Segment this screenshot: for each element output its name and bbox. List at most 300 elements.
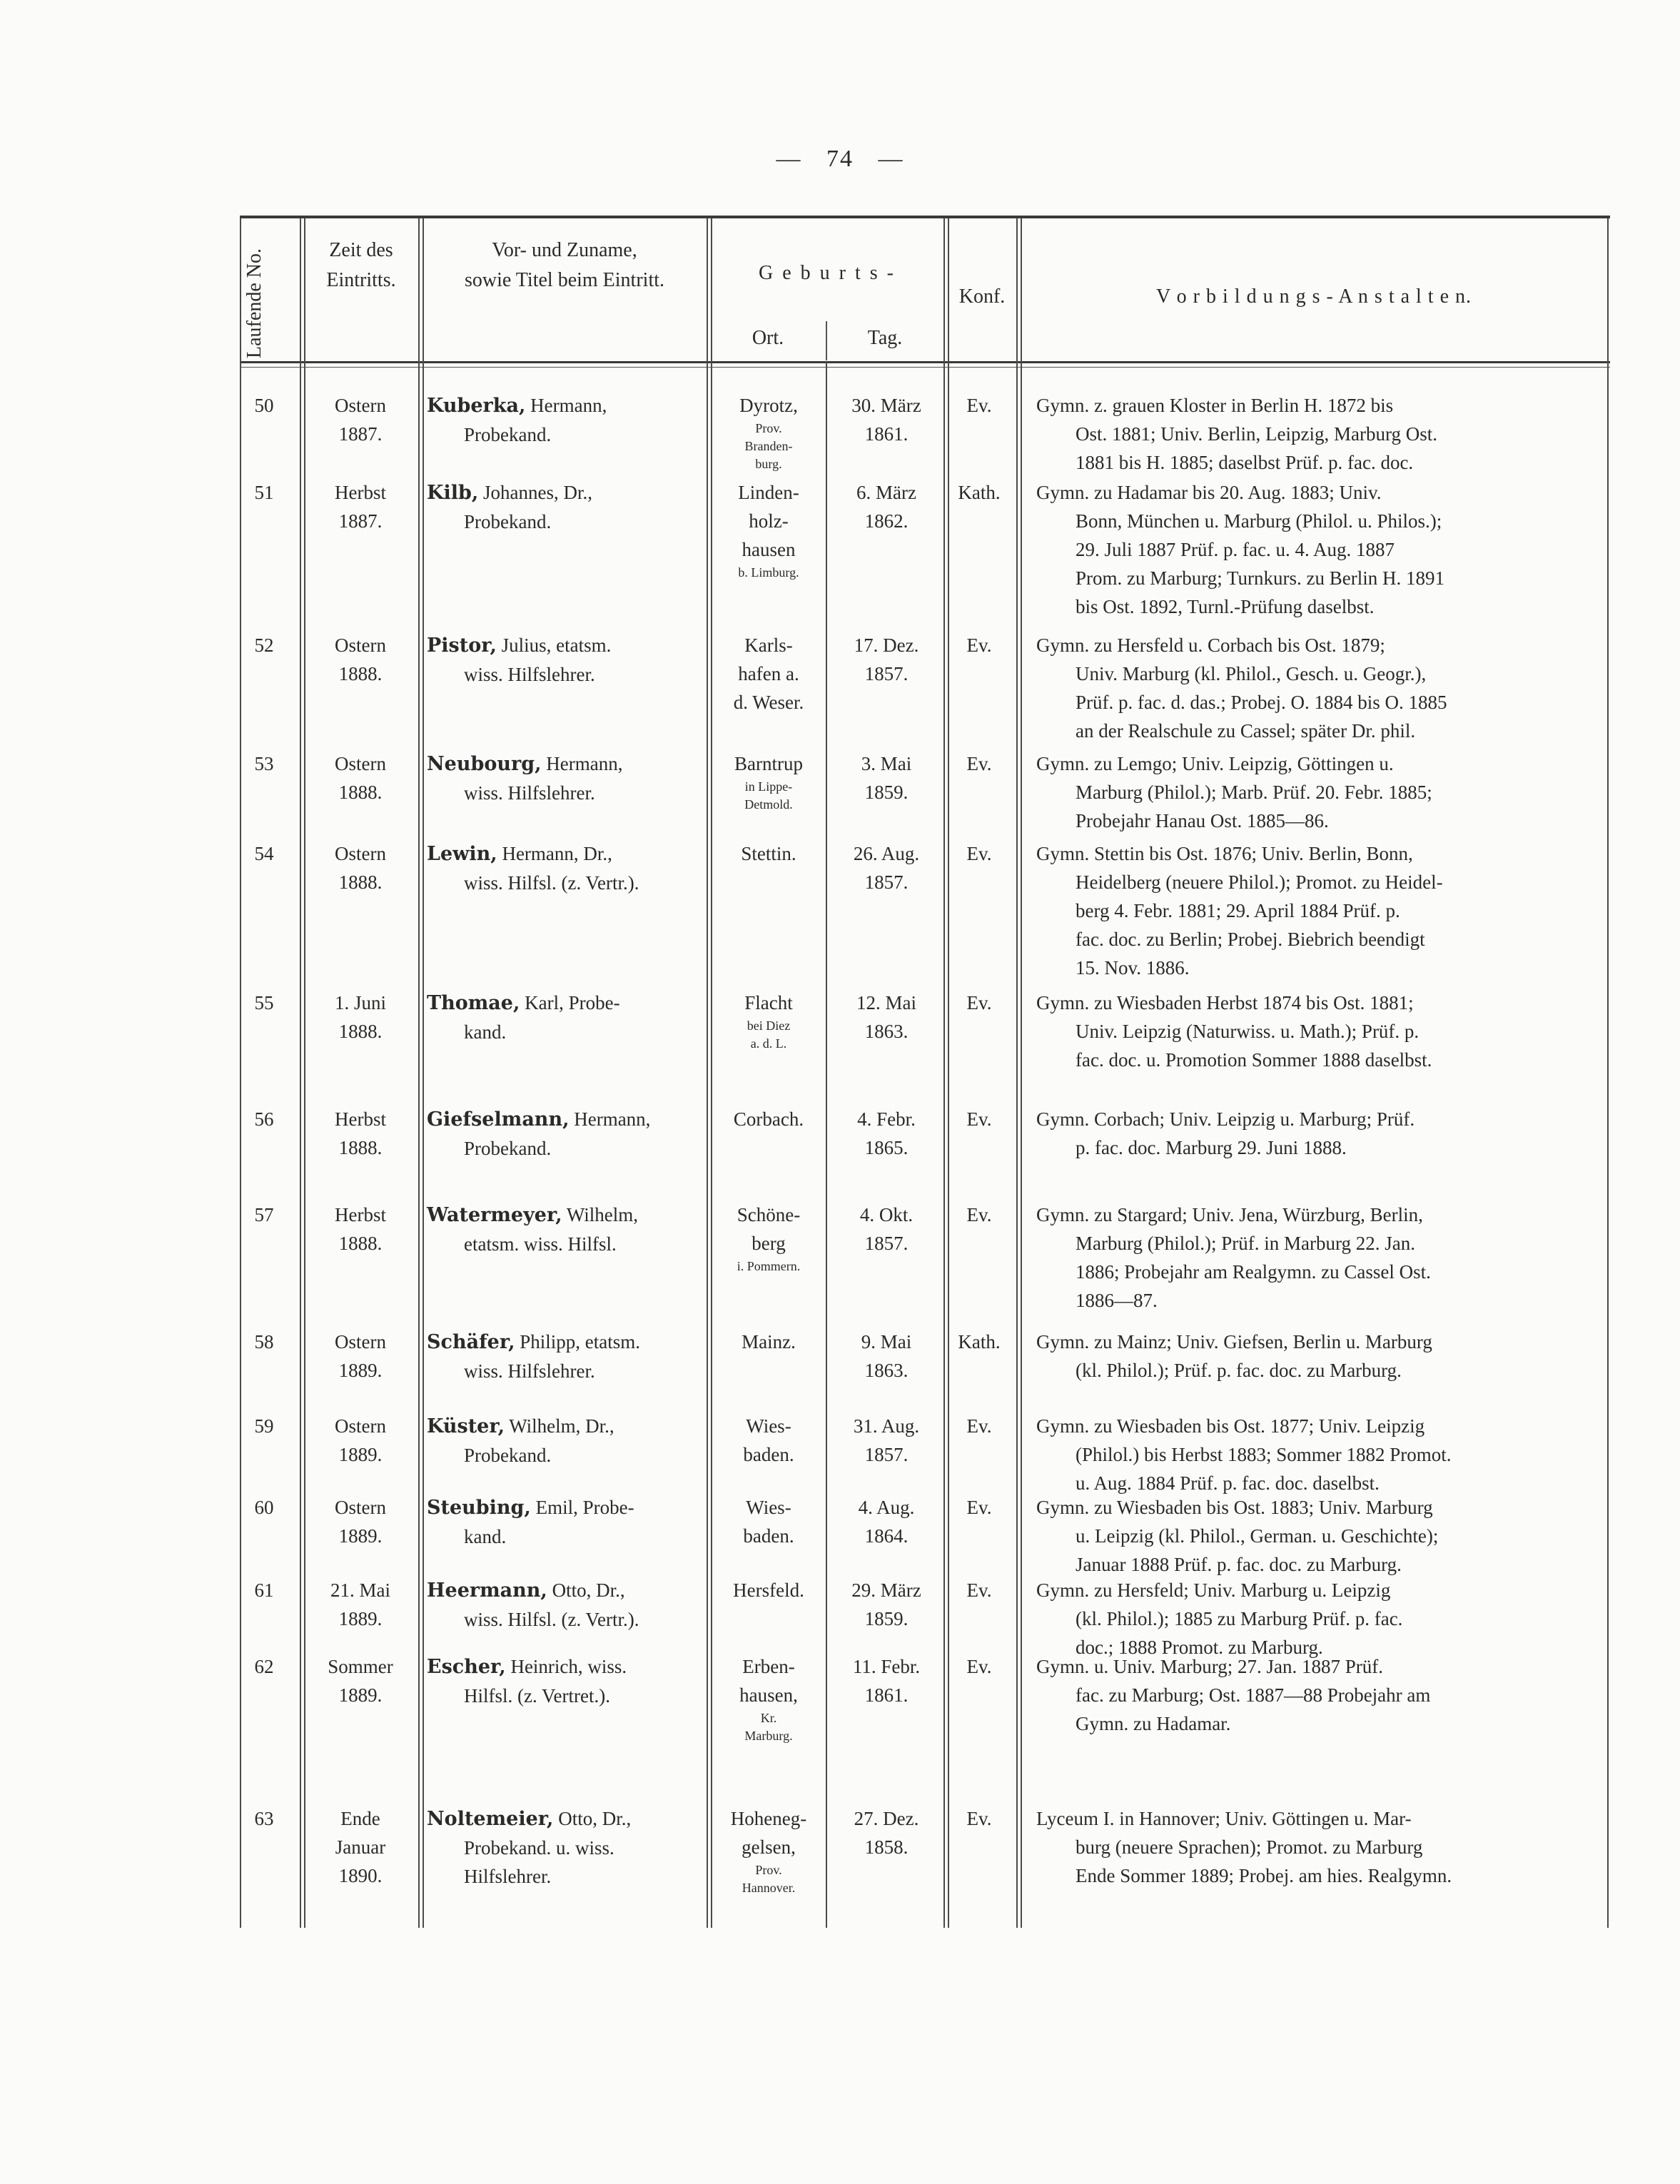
name-title: kand. — [464, 1526, 507, 1547]
name-line: Schäfer, Philipp, etatsm. — [427, 1331, 641, 1353]
vorbildung-line: doc.; 1888 Promot. zu Marburg. — [1076, 1637, 1323, 1658]
row-tag — [829, 839, 943, 896]
ort-small: Branden- — [744, 439, 793, 453]
row-vorbildung — [1036, 749, 1600, 835]
row-ort — [711, 1412, 826, 1469]
name-title: wiss. Hilfslehrer. — [464, 782, 595, 804]
surname: Heermann, — [427, 1579, 547, 1602]
ort-small: bei Diez — [747, 1018, 791, 1033]
row-konf: Ev. — [966, 753, 992, 774]
vorbildung-line: Gymn. z. grauen Kloster in Berlin H. 1872 bis — [1036, 395, 1394, 416]
name-title: Probekand. — [464, 1445, 552, 1466]
header-zeit-line: Eintritts. — [326, 269, 396, 291]
ort-line: d. Weser. — [733, 692, 804, 713]
vorbildung-line: Marburg (Philol.); Marb. Prüf. 20. Febr. 1885; — [1076, 782, 1432, 803]
row-tag — [829, 1412, 943, 1469]
ort-line: hafen a. — [738, 663, 799, 684]
zeit-line: Ostern — [335, 1497, 386, 1518]
row-zeit — [303, 1576, 418, 1633]
tag-line: 30. März — [851, 395, 921, 416]
ort-line: Hersfeld. — [733, 1579, 804, 1601]
vorbildung-line: Ende Sommer 1889; Probej. am hies. Realgymn. — [1076, 1865, 1452, 1886]
vorbildung-line: 1881 bis H. 1885; daselbst Prüf. p. fac. doc. — [1076, 452, 1414, 473]
row-ort — [711, 391, 826, 473]
name-title: wiss. Hilfslehrer. — [464, 664, 595, 685]
column-line — [240, 218, 241, 1928]
row-name — [427, 1576, 705, 1634]
zeit-line: Herbst — [335, 482, 386, 503]
ort-small: b. Limburg. — [738, 565, 799, 580]
vorbildung-line: Probejahr Hanau Ost. 1885—86. — [1076, 810, 1329, 831]
ort-small: Detmold. — [744, 797, 793, 812]
ort-line: Wies- — [746, 1497, 791, 1518]
row-name — [427, 1105, 705, 1163]
row-tag — [829, 1328, 943, 1385]
vorbildung-line: (kl. Philol.); 1885 zu Marburg Prüf. p. fac. — [1076, 1608, 1403, 1629]
vorbildung-line: u. Aug. 1884 Prüf. p. fac. doc. daselbst. — [1076, 1472, 1380, 1494]
surname: Lewin, — [427, 843, 497, 865]
zeit-line: 1888. — [338, 663, 383, 684]
vorbildung-line: Marburg (Philol.); Prüf. in Marburg 22. Jan. — [1076, 1233, 1415, 1254]
tag-line: 1861. — [864, 1684, 909, 1706]
row-name — [427, 1493, 705, 1551]
row-name — [427, 989, 705, 1046]
zeit-line: 1887. — [338, 510, 383, 532]
tag-line: 12. Mai — [856, 992, 916, 1013]
page-number — [0, 146, 1680, 173]
tag-line: 4. Aug. — [858, 1497, 915, 1518]
header-laufende: Laufende No. — [243, 248, 265, 358]
ort-line: gelsen, — [742, 1836, 796, 1858]
row-zeit — [303, 391, 418, 448]
surname: Küster, — [427, 1415, 505, 1437]
header-geburts: G e b u r t s - — [759, 262, 896, 284]
name-title: etatsm. wiss. Hilfsl. — [464, 1233, 617, 1255]
row-konf: Ev. — [966, 1808, 992, 1829]
row-tag — [829, 478, 943, 535]
tag-line: 1862. — [864, 510, 909, 532]
row-ort — [711, 631, 826, 717]
row-tag — [829, 1105, 943, 1162]
column-line — [300, 218, 301, 1928]
ort-line: hausen — [742, 539, 796, 560]
ort-line: Stettin. — [741, 843, 796, 864]
row-vorbildung — [1036, 1200, 1600, 1315]
ort-line: Karls- — [744, 635, 793, 656]
zeit-line: 1888. — [338, 1021, 383, 1042]
row-konf: Ev. — [966, 1415, 992, 1437]
tag-line: 4. Okt. — [859, 1204, 914, 1225]
header-tag: Tag. — [867, 327, 903, 349]
zeit-line: 1889. — [338, 1360, 383, 1381]
tag-divider — [826, 321, 827, 360]
vorbildung-line: Univ. Leipzig (Naturwiss. u. Math.); Prüf. p. — [1076, 1021, 1420, 1042]
column-line — [1607, 218, 1609, 1928]
vorbildung-line: Gymn. u. Univ. Marburg; 27. Jan. 1887 Prüf. — [1036, 1656, 1383, 1677]
ort-small: i. Pommern. — [737, 1259, 801, 1273]
row-konf: Kath. — [958, 1331, 1001, 1353]
zeit-line: Sommer — [328, 1656, 393, 1677]
vorbildung-line: Bonn, München u. Marburg (Philol. u. Philos.); — [1076, 510, 1442, 532]
vorbildung-line: Gymn. zu Lemgo; Univ. Leipzig, Göttingen u. — [1036, 753, 1394, 774]
name-title: Probekand. u. wiss. — [464, 1837, 614, 1859]
row-vorbildung — [1036, 1412, 1600, 1497]
name-title: Probekand. — [464, 424, 552, 445]
row-name — [427, 391, 705, 449]
page-number-value: 74 — [826, 146, 854, 172]
vorbildung-line: Gymn. zu Hersfeld u. Corbach bis Ost. 1879; — [1036, 635, 1385, 656]
ort-line: Schöne- — [737, 1204, 801, 1225]
ort-line: Wies- — [746, 1415, 791, 1437]
zeit-line: 1887. — [338, 423, 383, 445]
row-konf: Ev. — [966, 843, 992, 864]
tag-line: 1859. — [864, 782, 909, 803]
row-konf: Ev. — [966, 1497, 992, 1518]
zeit-line: 1889. — [338, 1444, 383, 1465]
ort-small: Prov. — [755, 1863, 782, 1877]
header-vorbildung: V o r b i l d u n g s - A n s t a l t e n. — [1155, 285, 1472, 308]
zeit-line: 21. Mai — [330, 1579, 390, 1601]
name-title: kand. — [464, 1021, 507, 1043]
zeit-line: 1888. — [338, 1233, 383, 1254]
row-number: 53 — [254, 753, 274, 774]
row-tag — [829, 989, 943, 1046]
row-vorbildung — [1036, 391, 1600, 477]
row-zeit — [303, 1412, 418, 1469]
name-line: Küster, Wilhelm, Dr., — [427, 1415, 614, 1437]
zeit-line: Herbst — [335, 1108, 386, 1130]
column-line — [1021, 218, 1022, 1928]
tag-line: 31. Aug. — [853, 1415, 920, 1437]
surname: Neubourg, — [427, 753, 542, 775]
zeit-line: Ostern — [335, 635, 386, 656]
header-name-line: Vor- und Zuname, — [492, 239, 637, 261]
row-zeit — [303, 989, 418, 1046]
vorbildung-line: (kl. Philol.); Prüf. p. fac. doc. zu Marburg. — [1076, 1360, 1402, 1381]
tag-line: 1857. — [864, 1444, 909, 1465]
row-vorbildung — [1036, 839, 1600, 982]
row-name — [427, 839, 705, 897]
row-number: 58 — [254, 1331, 274, 1353]
row-number: 52 — [254, 635, 274, 656]
surname: Schäfer, — [427, 1331, 515, 1353]
row-number: 59 — [254, 1415, 274, 1437]
row-number: 54 — [254, 843, 274, 864]
row-zeit — [303, 1200, 418, 1258]
tag-line: 1864. — [864, 1525, 909, 1547]
row-tag — [829, 631, 943, 688]
zeit-line: Ostern — [335, 395, 386, 416]
ort-line: Linden- — [738, 482, 799, 503]
ort-line: holz- — [749, 510, 789, 532]
vorbildung-line: fac. doc. u. Promotion Sommer 1888 daselbst. — [1076, 1049, 1432, 1071]
tag-line: 1857. — [864, 871, 909, 893]
header-ort: Ort. — [752, 327, 784, 349]
name-line: Lewin, Hermann, Dr., — [427, 843, 612, 865]
name-title: Probekand. — [464, 511, 552, 532]
surname: Giefselmann, — [427, 1108, 570, 1131]
row-konf: Kath. — [958, 482, 1001, 503]
zeit-line: 1888. — [338, 1137, 383, 1158]
row-ort — [711, 1200, 826, 1275]
column-line — [422, 218, 424, 1928]
ort-line: berg — [752, 1233, 786, 1254]
row-vorbildung — [1036, 989, 1600, 1074]
row-name — [427, 1200, 705, 1258]
ort-line: Barntrup — [734, 753, 803, 774]
row-zeit — [303, 478, 418, 535]
vorbildung-line: Gymn. zu Wiesbaden Herbst 1874 bis Ost. 1881; — [1036, 992, 1414, 1013]
ort-line: Dyrotz, — [739, 395, 798, 416]
surname: Pistor, — [427, 635, 497, 657]
row-vorbildung — [1036, 1105, 1600, 1162]
row-name — [427, 631, 705, 689]
tag-line: 27. Dez. — [854, 1808, 919, 1829]
row-zeit — [303, 1105, 418, 1162]
zeit-line: 1889. — [338, 1608, 383, 1629]
ort-line: Erben- — [742, 1656, 795, 1677]
ort-line: Corbach. — [733, 1108, 804, 1130]
zeit-line: 1888. — [338, 782, 383, 803]
ort-line: baden. — [743, 1444, 794, 1465]
vorbildung-line: p. fac. doc. Marburg 29. Juni 1888. — [1076, 1137, 1347, 1158]
ort-line: Mainz. — [742, 1331, 796, 1353]
name-line: Steubing, Emil, Probe- — [427, 1497, 634, 1519]
zeit-line: Ostern — [335, 753, 386, 774]
column-line — [1016, 218, 1018, 1928]
surname: Noltemeier, — [427, 1808, 554, 1830]
row-name — [427, 1804, 705, 1891]
ort-small: a. d. L. — [750, 1036, 787, 1051]
page-dash-right: — — [878, 146, 904, 172]
zeit-line: 1889. — [338, 1684, 383, 1706]
header-zeit — [304, 236, 418, 295]
vorbildung-line: Gymn. zu Stargard; Univ. Jena, Würzburg, Berlin, — [1036, 1204, 1423, 1225]
tag-line: 3. Mai — [861, 753, 912, 774]
row-zeit — [303, 1493, 418, 1550]
name-line: Giefselmann, Hermann, — [427, 1108, 651, 1131]
ort-line: Flacht — [744, 992, 793, 1013]
row-number: 62 — [254, 1656, 274, 1677]
row-zeit — [303, 631, 418, 688]
row-konf: Ev. — [966, 635, 992, 656]
zeit-line: 1. Juni — [334, 992, 386, 1013]
row-zeit — [303, 839, 418, 896]
tag-line: 1857. — [864, 663, 909, 684]
name-title: Probekand. — [464, 1138, 552, 1159]
zeit-line: Januar — [335, 1836, 386, 1858]
vorbildung-line: burg (neuere Sprachen); Promot. zu Marburg — [1076, 1836, 1423, 1858]
name-line: Pistor, Julius, etatsm. — [427, 635, 612, 657]
header-rule — [240, 361, 1610, 363]
vorbildung-line: Gymn. zu Mainz; Univ. Giefsen, Berlin u. Marburg — [1036, 1331, 1432, 1353]
tag-line: 1858. — [864, 1836, 909, 1858]
row-zeit — [303, 1652, 418, 1709]
tag-line: 1863. — [864, 1360, 909, 1381]
ort-small: burg. — [755, 457, 782, 471]
row-ort — [711, 1576, 826, 1604]
name-line: Heermann, Otto, Dr., — [427, 1579, 625, 1602]
row-name — [427, 749, 705, 807]
row-zeit — [303, 749, 418, 807]
row-number: 55 — [254, 992, 274, 1013]
header-name — [422, 236, 707, 295]
vorbildung-line: Heidelberg (neuere Philol.); Promot. zu Heidel- — [1076, 871, 1443, 893]
vorbildung-line: Gymn. zu Wiesbaden bis Ost. 1877; Univ. Leipzig — [1036, 1415, 1425, 1437]
row-number: 61 — [254, 1579, 274, 1601]
row-vorbildung — [1036, 1493, 1600, 1579]
row-tag — [829, 391, 943, 448]
row-vorbildung — [1036, 1652, 1600, 1738]
name-line: Thomae, Karl, Probe- — [427, 992, 620, 1014]
vorbildung-line: Ost. 1881; Univ. Berlin, Leipzig, Marburg Ost. — [1076, 423, 1437, 445]
row-tag — [829, 1804, 943, 1861]
page-dash-left: — — [776, 146, 802, 172]
vorbildung-line: Univ. Marburg (kl. Philol., Gesch. u. Geogr.), — [1076, 663, 1427, 684]
row-vorbildung — [1036, 631, 1600, 745]
tag-line: 1859. — [864, 1608, 909, 1629]
ort-small: Hannover. — [742, 1881, 796, 1895]
ort-small: in Lippe- — [744, 779, 793, 794]
row-konf: Ev. — [966, 1204, 992, 1225]
surname: Watermeyer, — [427, 1204, 562, 1226]
vorbildung-line: Gymn. zu Hadamar. — [1076, 1713, 1231, 1734]
zeit-line: Ostern — [335, 843, 386, 864]
row-name — [427, 1328, 705, 1385]
vorbildung-line: bis Ost. 1892, Turnl.-Prüfung daselbst. — [1076, 596, 1375, 617]
zeit-line: 1888. — [338, 871, 383, 893]
row-tag — [829, 1576, 943, 1633]
vorbildung-line: an der Realschule zu Cassel; später Dr. phil. — [1076, 720, 1416, 742]
name-title: Hilfsl. (z. Vertret.). — [464, 1685, 610, 1707]
row-number: 51 — [254, 482, 274, 503]
vorbildung-line: 1886—87. — [1076, 1290, 1158, 1311]
row-number: 56 — [254, 1108, 274, 1130]
row-ort — [711, 1804, 826, 1897]
vorbildung-line: fac. doc. zu Berlin; Probej. Biebrich beendigt — [1076, 929, 1425, 950]
surname: Steubing, — [427, 1497, 531, 1519]
row-konf: Ev. — [966, 1656, 992, 1677]
row-zeit — [303, 1328, 418, 1385]
tag-line: 1861. — [864, 423, 909, 445]
name-line: Kuberka, Hermann, — [427, 395, 607, 417]
tag-line: 26. Aug. — [853, 843, 920, 864]
name-line: Noltemeier, Otto, Dr., — [427, 1808, 632, 1830]
ort-line: baden. — [743, 1525, 794, 1547]
row-ort — [711, 989, 826, 1053]
ort-small: Kr. — [760, 1711, 777, 1725]
tag-line: 4. Febr. — [857, 1108, 916, 1130]
row-konf: Ev. — [966, 992, 992, 1013]
vorbildung-line: Gymn. Corbach; Univ. Leipzig u. Marburg; Prüf. — [1036, 1108, 1415, 1130]
tag-line: 29. März — [851, 1579, 921, 1601]
zeit-line: 1889. — [338, 1525, 383, 1547]
vorbildung-line: Gymn. zu Wiesbaden bis Ost. 1883; Univ. Marburg — [1036, 1497, 1433, 1518]
ort-small: Prov. — [755, 421, 782, 435]
header-zeit-line: Zeit des — [329, 239, 393, 261]
name-line: Kilb, Johannes, Dr., — [427, 482, 592, 504]
row-name — [427, 478, 705, 536]
vorbildung-line: Prüf. p. fac. d. das.; Probej. O. 1884 bis O. 1885 — [1076, 692, 1447, 713]
header-rule-thin — [240, 367, 1610, 368]
column-line — [418, 218, 420, 1928]
row-ort — [711, 478, 826, 582]
row-konf: Ev. — [966, 395, 992, 416]
name-title: Hilfslehrer. — [464, 1866, 552, 1887]
ort-small: Marburg. — [744, 1729, 793, 1743]
row-tag — [829, 1200, 943, 1258]
vorbildung-line: 29. Juli 1887 Prüf. p. fac. u. 4. Aug. 1887 — [1076, 539, 1395, 560]
tag-line: 6. März — [856, 482, 916, 503]
row-vorbildung — [1036, 1576, 1600, 1662]
row-konf: Ev. — [966, 1108, 992, 1130]
name-line: Neubourg, Hermann, — [427, 753, 623, 775]
tag-line: 17. Dez. — [854, 635, 919, 656]
row-vorbildung — [1036, 1328, 1600, 1385]
header-konf: Konf. — [958, 285, 1006, 308]
row-zeit — [303, 1804, 418, 1890]
row-name — [427, 1412, 705, 1470]
row-tag — [829, 1493, 943, 1550]
column-line — [707, 218, 708, 1928]
vorbildung-line: (Philol.) bis Herbst 1883; Sommer 1882 Promot. — [1076, 1444, 1452, 1465]
row-tag — [829, 1652, 943, 1709]
row-ort — [711, 1328, 826, 1356]
name-line: Watermeyer, Wilhelm, — [427, 1204, 639, 1226]
surname: Thomae, — [427, 992, 520, 1014]
ort-line: Hoheneg- — [730, 1808, 807, 1829]
tag-line: 9. Mai — [861, 1331, 912, 1353]
surname: Kuberka, — [427, 395, 526, 417]
row-ort — [711, 1105, 826, 1133]
zeit-line: Herbst — [335, 1204, 386, 1225]
zeit-line: Ostern — [335, 1331, 386, 1353]
tag-line: 1865. — [864, 1137, 909, 1158]
header-name-line: sowie Titel beim Eintritt. — [464, 269, 664, 291]
top-rule — [240, 216, 1610, 218]
vorbildung-line: 15. Nov. 1886. — [1076, 957, 1190, 979]
tag-line: 1863. — [864, 1021, 909, 1042]
zeit-line: 1890. — [338, 1865, 383, 1886]
vorbildung-line: Gymn. Stettin bis Ost. 1876; Univ. Berlin, Bonn, — [1036, 843, 1413, 864]
row-number: 60 — [254, 1497, 274, 1518]
tag-line: 1857. — [864, 1233, 909, 1254]
row-name — [427, 1652, 705, 1710]
row-number: 63 — [254, 1808, 274, 1829]
name-line: Escher, Heinrich, wiss. — [427, 1656, 627, 1678]
row-ort — [711, 749, 826, 814]
row-vorbildung — [1036, 1804, 1600, 1890]
row-number: 50 — [254, 395, 274, 416]
name-title: wiss. Hilfsl. (z. Vertr.). — [464, 872, 639, 894]
vorbildung-line: u. Leipzig (kl. Philol., German. u. Geschichte); — [1076, 1525, 1439, 1547]
row-vorbildung — [1036, 478, 1600, 621]
zeit-line: Ostern — [335, 1415, 386, 1437]
row-ort — [711, 1493, 826, 1550]
tag-line: 11. Febr. — [852, 1656, 921, 1677]
vorbildung-line: Januar 1888 Prüf. p. fac. doc. zu Marburg. — [1076, 1554, 1402, 1575]
vorbildung-line: Gymn. zu Hadamar bis 20. Aug. 1883; Univ. — [1036, 482, 1382, 503]
vorbildung-line: fac. zu Marburg; Ost. 1887—88 Probejahr am — [1076, 1684, 1431, 1706]
row-ort — [711, 1652, 826, 1745]
name-title: wiss. Hilfsl. (z. Vertr.). — [464, 1609, 639, 1630]
row-ort — [711, 839, 826, 868]
name-title: wiss. Hilfslehrer. — [464, 1360, 595, 1382]
vorbildung-line: berg 4. Febr. 1881; 29. April 1884 Prüf. p. — [1076, 900, 1400, 921]
vorbildung-line: 1886; Probejahr am Realgymn. zu Cassel Ost. — [1076, 1261, 1431, 1283]
row-number: 57 — [254, 1204, 274, 1225]
row-konf: Ev. — [966, 1579, 992, 1601]
